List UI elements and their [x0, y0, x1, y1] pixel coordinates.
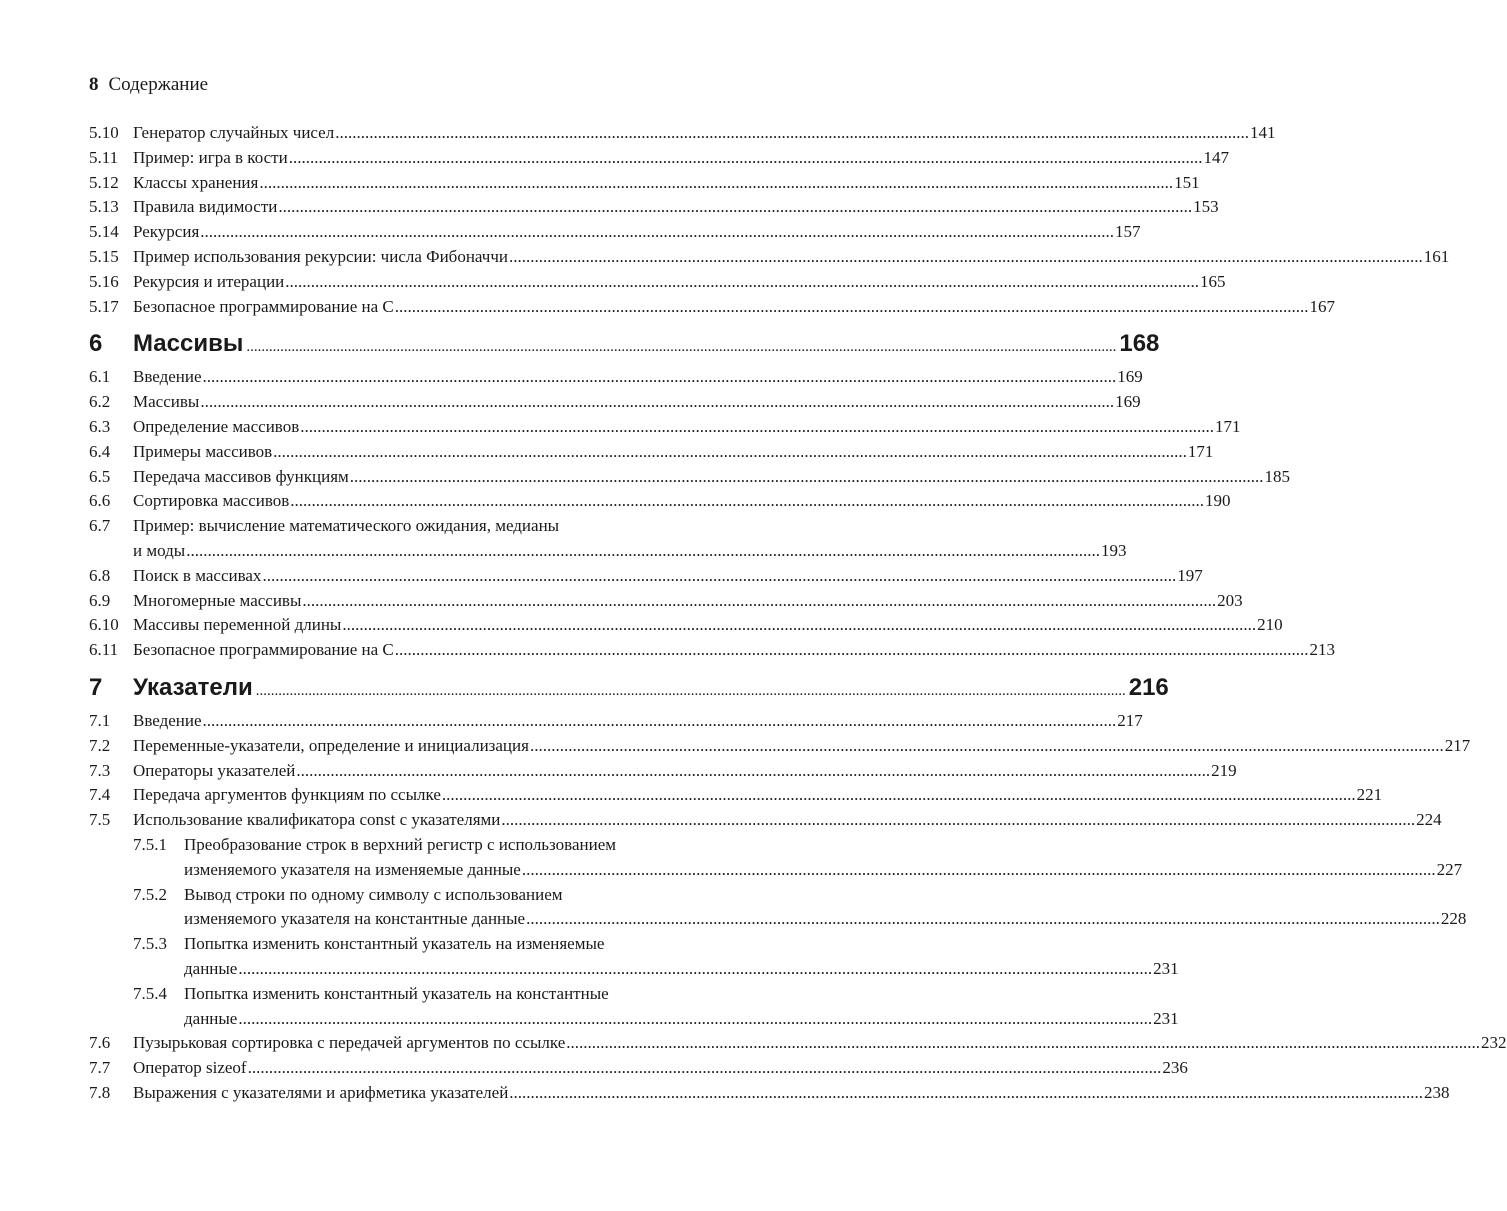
dot-leader: [238, 1007, 1152, 1032]
section-title: Многомерные массивы: [133, 590, 302, 610]
page-ref: 228: [1440, 909, 1467, 929]
dot-leader: [203, 365, 1117, 390]
page-number: 8: [89, 74, 99, 95]
section-title: Передача аргументов функциям по ссылке: [133, 785, 441, 805]
toc-entry-6-2[interactable]: [89, 390, 1141, 415]
dot-leader: [350, 465, 1264, 490]
dot-leader: [302, 589, 1216, 614]
section-number: 7.3: [89, 760, 111, 780]
page-ref: 227: [1436, 859, 1463, 879]
section-number: 7.4: [89, 785, 111, 805]
dot-leader: [248, 1056, 1162, 1081]
section-number: 6.11: [89, 640, 119, 660]
page-ref: 231: [1153, 958, 1179, 978]
running-head: [89, 73, 208, 97]
toc-entry-7-5-2-line1[interactable]: [89, 883, 738, 908]
chapter-number: 6: [89, 330, 103, 358]
page-ref: 151: [1174, 172, 1200, 192]
section-number: 7.5: [89, 810, 111, 830]
toc-entry-6-7-line2[interactable]: [89, 539, 1127, 564]
toc-entry-6-6[interactable]: [89, 489, 1231, 514]
section-title: Поиск в массивах: [133, 565, 262, 585]
chapter-number: 7: [89, 673, 103, 701]
section-title: Классы хранения: [133, 172, 259, 192]
page-ref: 203: [1217, 590, 1243, 610]
subsection-title-continued: данные: [184, 958, 238, 978]
toc-entry-6-3[interactable]: [89, 415, 1241, 440]
page-ref: 236: [1162, 1058, 1188, 1078]
section-title: Введение: [133, 367, 202, 387]
dot-leader: [509, 1081, 1423, 1106]
toc-entry-7-4[interactable]: [89, 783, 1383, 808]
table-of-contents: [89, 121, 1507, 1106]
page-ref: 219: [1211, 760, 1237, 780]
section-title: Пример использования рекурсии: числа Фибоначчи: [133, 246, 508, 266]
toc-entry-6-9[interactable]: [89, 589, 1243, 614]
section-title: Пример: игра в кости: [133, 147, 288, 167]
dot-leader: [200, 220, 1114, 245]
dot-leader: [246, 328, 1116, 366]
dot-leader: [530, 734, 1444, 759]
chapter-title: Массивы: [133, 330, 244, 358]
page-ref: 141: [1249, 123, 1276, 142]
section-title: Массивы: [133, 392, 200, 412]
section-number: 6.5: [89, 466, 111, 486]
page-ref: 168: [1119, 330, 1160, 358]
page-ref: 169: [1117, 367, 1143, 387]
section-number: 6.3: [89, 416, 111, 436]
section-title: Рекурсия и итерации: [133, 271, 285, 291]
section-number: 5.15: [89, 246, 119, 266]
toc-entry-7-5-3-line2[interactable]: [89, 957, 1179, 982]
section-title: Сортировка массивов: [133, 491, 290, 511]
page-ref: 147: [1203, 147, 1229, 167]
toc-entry-7-5-1-line2[interactable]: [89, 858, 1463, 883]
toc-entry-5-12[interactable]: [89, 171, 1200, 196]
toc-entry-7-6[interactable]: [89, 1031, 1507, 1056]
toc-entry-7-5-2-line2[interactable]: [89, 907, 1467, 932]
section-title: Массивы переменной длины: [133, 615, 342, 635]
section-number: 6.8: [89, 565, 111, 585]
page-ref: 238: [1424, 1082, 1450, 1102]
section-title: Переменные-указатели, определение и инициализация: [133, 735, 529, 755]
dot-leader: [278, 195, 1192, 220]
section-number: 5.11: [89, 147, 119, 167]
page-ref: 221: [1356, 785, 1383, 805]
chapter-title: Указатели: [133, 673, 253, 701]
section-number: 7.6: [89, 1033, 111, 1053]
page-ref: 231: [1153, 1008, 1179, 1028]
subsection-number: 7.5.3: [133, 934, 167, 954]
dot-leader: [342, 613, 1256, 638]
page-ref: 224: [1416, 810, 1442, 830]
dot-leader: [259, 171, 1173, 196]
toc-entry-5-13[interactable]: [89, 195, 1219, 220]
page-ref: 216: [1128, 673, 1169, 701]
section-number: 5.13: [89, 197, 119, 217]
dot-leader: [186, 539, 1100, 564]
dot-leader: [200, 390, 1114, 415]
section-title: Введение: [133, 710, 202, 730]
page-ref: 157: [1115, 222, 1141, 242]
section-number: 6.9: [89, 590, 111, 610]
section-title: Использование квалификатора const с указателями: [133, 810, 501, 830]
page-ref: 217: [1117, 710, 1143, 730]
subsection-title-continued: изменяемого указателя на изменяемые данные: [184, 859, 521, 879]
section-number: 7.1: [89, 710, 111, 730]
section-number: 5.12: [89, 172, 119, 192]
toc-entry-7-5[interactable]: [89, 808, 1442, 833]
subsection-title: Попытка изменить константный указатель на изменяемые: [184, 934, 605, 954]
dot-leader: [256, 672, 1126, 710]
toc-entry-7-5-4-line1[interactable]: [89, 982, 738, 1007]
section-title-continued: и моды: [133, 540, 186, 560]
dot-leader: [238, 957, 1152, 982]
dot-leader: [300, 415, 1214, 440]
toc-entry-5-16[interactable]: [89, 270, 1226, 295]
section-number: 6.10: [89, 615, 119, 635]
page-ref: 167: [1309, 296, 1335, 316]
toc-entry-7-3[interactable]: [89, 759, 1237, 784]
subsection-number: 7.5.2: [133, 884, 167, 904]
section-title: Пример: вычисление математического ожидания, медианы: [133, 516, 560, 536]
page-ref: 171: [1214, 416, 1241, 436]
page-ref: 193: [1100, 540, 1127, 560]
dot-leader: [509, 245, 1423, 270]
section-title: Генератор случайных чисел: [133, 123, 335, 142]
dot-leader: [335, 121, 1249, 146]
dot-leader: [526, 907, 1440, 932]
section-title: Определение массивов: [133, 416, 300, 436]
section-number: 5.14: [89, 222, 119, 242]
toc-entry-5-10[interactable]: [89, 121, 1276, 146]
section-number: 5.17: [89, 296, 119, 316]
toc-entry-6-5[interactable]: [89, 465, 1291, 490]
section-number: 7.7: [89, 1058, 111, 1078]
section-number: 7.2: [89, 735, 111, 755]
dot-leader: [501, 808, 1415, 833]
page-ref: 169: [1115, 392, 1141, 412]
page-ref: 161: [1423, 246, 1450, 266]
section-title: Операторы указателей: [133, 760, 296, 780]
dot-leader: [285, 270, 1199, 295]
toc-entry-7-8[interactable]: [89, 1081, 1450, 1106]
toc-entry-7-5-3-line1[interactable]: [89, 932, 738, 957]
dot-leader: [442, 783, 1356, 808]
section-number: 5.16: [89, 271, 119, 291]
toc-entry-7-5-1-line1[interactable]: [89, 833, 738, 858]
dot-leader: [395, 295, 1309, 320]
toc-entry-5-11[interactable]: [89, 146, 1229, 171]
toc-entry-5-17[interactable]: [89, 295, 1335, 320]
toc-chapter-6[interactable]: [89, 325, 1160, 363]
section-title: Выражения с указателями и арифметика указателей: [133, 1082, 509, 1102]
section-title: Передача массивов функциям: [133, 466, 349, 486]
toc-entry-5-15[interactable]: [89, 245, 1450, 270]
page-ref: 185: [1264, 466, 1291, 486]
page-ref: 153: [1193, 197, 1219, 217]
toc-entry-6-11[interactable]: [89, 638, 1335, 663]
section-title: Правила видимости: [133, 197, 278, 217]
dot-leader: [296, 759, 1210, 784]
toc-entry-7-2[interactable]: [89, 734, 1471, 759]
section-number: 5.10: [89, 123, 119, 142]
subsection-title: Преобразование строк в верхний регистр с использованием: [184, 834, 617, 854]
dot-leader: [395, 638, 1309, 663]
dot-leader: [289, 146, 1203, 171]
section-title: Оператор sizeof: [133, 1058, 247, 1078]
section-title: Пузырьковая сортировка с передачей аргументов по ссылке: [133, 1033, 566, 1053]
section-title: Рекурсия: [133, 222, 200, 242]
dot-leader: [262, 564, 1176, 589]
page-ref: 197: [1177, 565, 1203, 585]
subsection-title: Попытка изменить константный указатель на константные: [184, 983, 609, 1003]
toc-entry-6-10[interactable]: [89, 613, 1283, 638]
subsection-title: Вывод строки по одному символу с использованием: [184, 884, 563, 904]
page-ref: 232: [1481, 1033, 1507, 1053]
running-head-title: Содержание: [108, 74, 209, 95]
section-title: Безопасное программирование на C: [133, 640, 394, 660]
subsection-number: 7.5.1: [133, 834, 167, 854]
section-number: 6.7: [89, 516, 111, 536]
toc-entry-6-1[interactable]: [89, 365, 1143, 390]
subsection-title-continued: данные: [184, 1008, 238, 1028]
toc-entry-5-14[interactable]: [89, 220, 1141, 245]
page-ref: 171: [1187, 441, 1214, 461]
section-number: 7.8: [89, 1082, 111, 1102]
page-ref: 213: [1309, 640, 1335, 660]
dot-leader: [522, 858, 1436, 883]
dot-leader: [290, 489, 1204, 514]
toc-entry-7-7[interactable]: [89, 1056, 1188, 1081]
dot-leader: [273, 440, 1187, 465]
subsection-title-continued: изменяемого указателя на константные данные: [184, 909, 526, 929]
section-number: 6.6: [89, 491, 111, 511]
page-ref: 165: [1200, 271, 1226, 291]
subsection-number: 7.5.4: [133, 983, 167, 1003]
dot-leader: [566, 1031, 1480, 1056]
section-number: 6.4: [89, 441, 111, 461]
toc-entry-7-1[interactable]: [89, 709, 1143, 734]
toc-entry-7-5-4-line2[interactable]: [89, 1007, 1179, 1032]
page-ref: 190: [1205, 491, 1231, 511]
section-number: 6.2: [89, 392, 111, 412]
page-ref: 210: [1257, 615, 1283, 635]
section-title: Безопасное программирование на C: [133, 296, 394, 316]
page-ref: 217: [1444, 735, 1471, 755]
toc-entry-6-8[interactable]: [89, 564, 1203, 589]
toc-entry-6-4[interactable]: [89, 440, 1214, 465]
section-number: 6.1: [89, 367, 111, 387]
section-title: Примеры массивов: [133, 441, 273, 461]
toc-entry-6-7-line1[interactable]: [89, 514, 738, 539]
dot-leader: [203, 709, 1117, 734]
toc-chapter-7[interactable]: [89, 669, 1169, 707]
